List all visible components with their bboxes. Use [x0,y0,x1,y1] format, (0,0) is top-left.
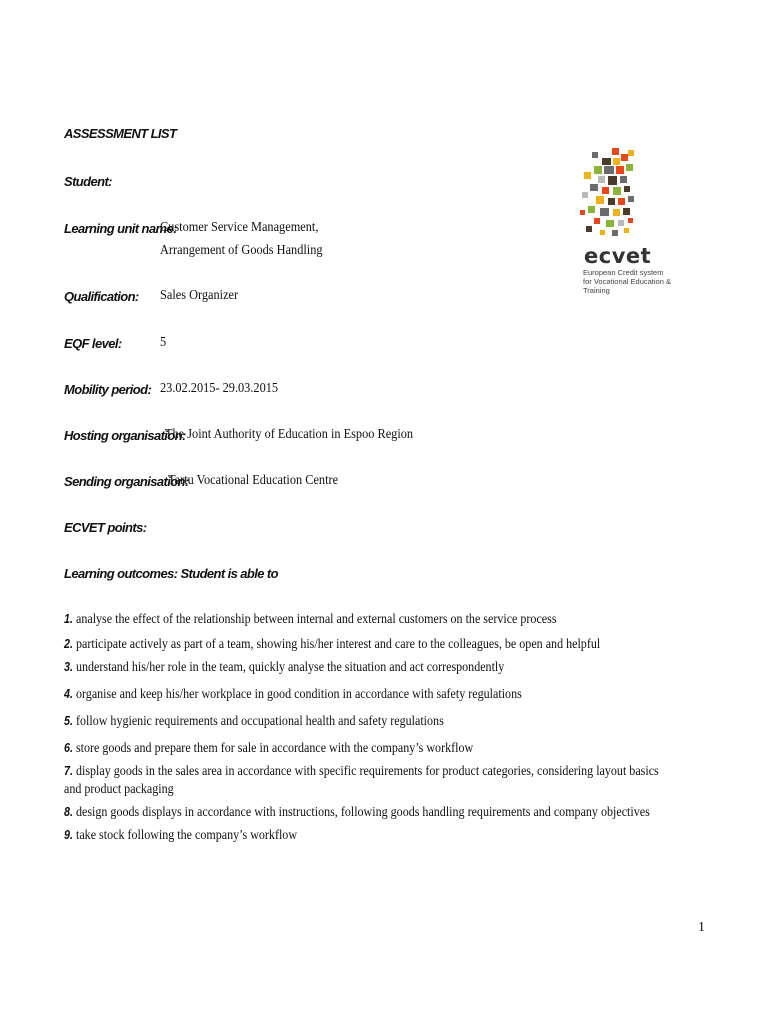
outcome-item [64,762,704,799]
outcome-item [64,739,704,758]
outcome-text: participate actively as part of a team, showing his/her interest and care to the colleagues, be open and helpful [75,637,601,652]
qualification-value: Sales Organizer [160,288,239,303]
outcome-item [64,685,704,704]
document-title: ASSESSMENT LIST [64,126,177,141]
outcome-text: design goods displays in accordance with instructions, following goods handling requirements and company objectives [75,805,650,820]
outcome-text: organise and keep his/her workplace in good condition in accordance with safety regulations [75,687,522,702]
hosting-organisation-value: The Joint Authority of Education in Espoo Region [165,427,414,442]
outcome-number: 4. [64,687,73,701]
learning-unit-label: Learning unit name: [64,221,177,236]
outcome-number: 8. [64,805,73,819]
page-number: 1 [698,920,705,935]
outcome-item [64,610,704,629]
eqf-level-label: EQF level: [64,336,122,351]
outcome-item [64,826,704,845]
sending-organisation-value: Tartu Vocational Education Centre [168,473,339,488]
outcome-item [64,803,704,822]
outcome-number: 5. [64,714,73,728]
outcome-text: display goods in the sales area in accordance with specific requirements for product categories, considering layout basics and product packaging [64,764,659,797]
outcome-number: 7. [64,764,73,778]
ecvet-wordmark: ecvet [584,244,652,268]
outcome-number: 2. [64,637,73,651]
mobility-period-label: Mobility period: [64,382,152,397]
outcome-item [64,658,704,677]
ecvet-subtitle: European Credit system for Vocational Education & Training [583,268,671,295]
outcome-number: 6. [64,741,73,755]
learning-unit-value-line1: Customer Service Management, [160,220,319,235]
eqf-level-value: 5 [160,335,167,350]
outcome-text: follow hygienic requirements and occupational health and safety regulations [72,714,444,729]
outcome-number: 3. [64,660,73,674]
outcome-text: understand his/her role in the team, quickly analyse the situation and act correspondently [75,660,505,675]
outcome-item [64,635,704,654]
qualification-label: Qualification: [64,289,139,304]
outcome-text: store goods and prepare them for sale in accordance with the company’s workflow [75,741,474,756]
learning-outcomes-label: Learning outcomes: Student is able to [64,566,278,581]
hosting-organisation-label: Hosting organisation: [64,428,186,443]
outcome-number: 9. [64,828,73,842]
outcome-text: analyse the effect of the relationship between internal and external customers on the service process [75,612,557,627]
sending-organisation-label: Sending organisation: [64,474,189,489]
learning-outcomes-list [64,610,704,849]
outcome-number: 1. [64,612,73,626]
outcome-text: take stock following the company’s workflow [75,828,298,843]
student-label: Student: [64,174,112,189]
mobility-period-value: 23.02.2015- 29.03.2015 [160,381,279,396]
outcome-item [64,712,704,731]
ecvet-points-label: ECVET points: [64,520,147,535]
learning-unit-value-line2: Arrangement of Goods Handling [160,243,323,258]
